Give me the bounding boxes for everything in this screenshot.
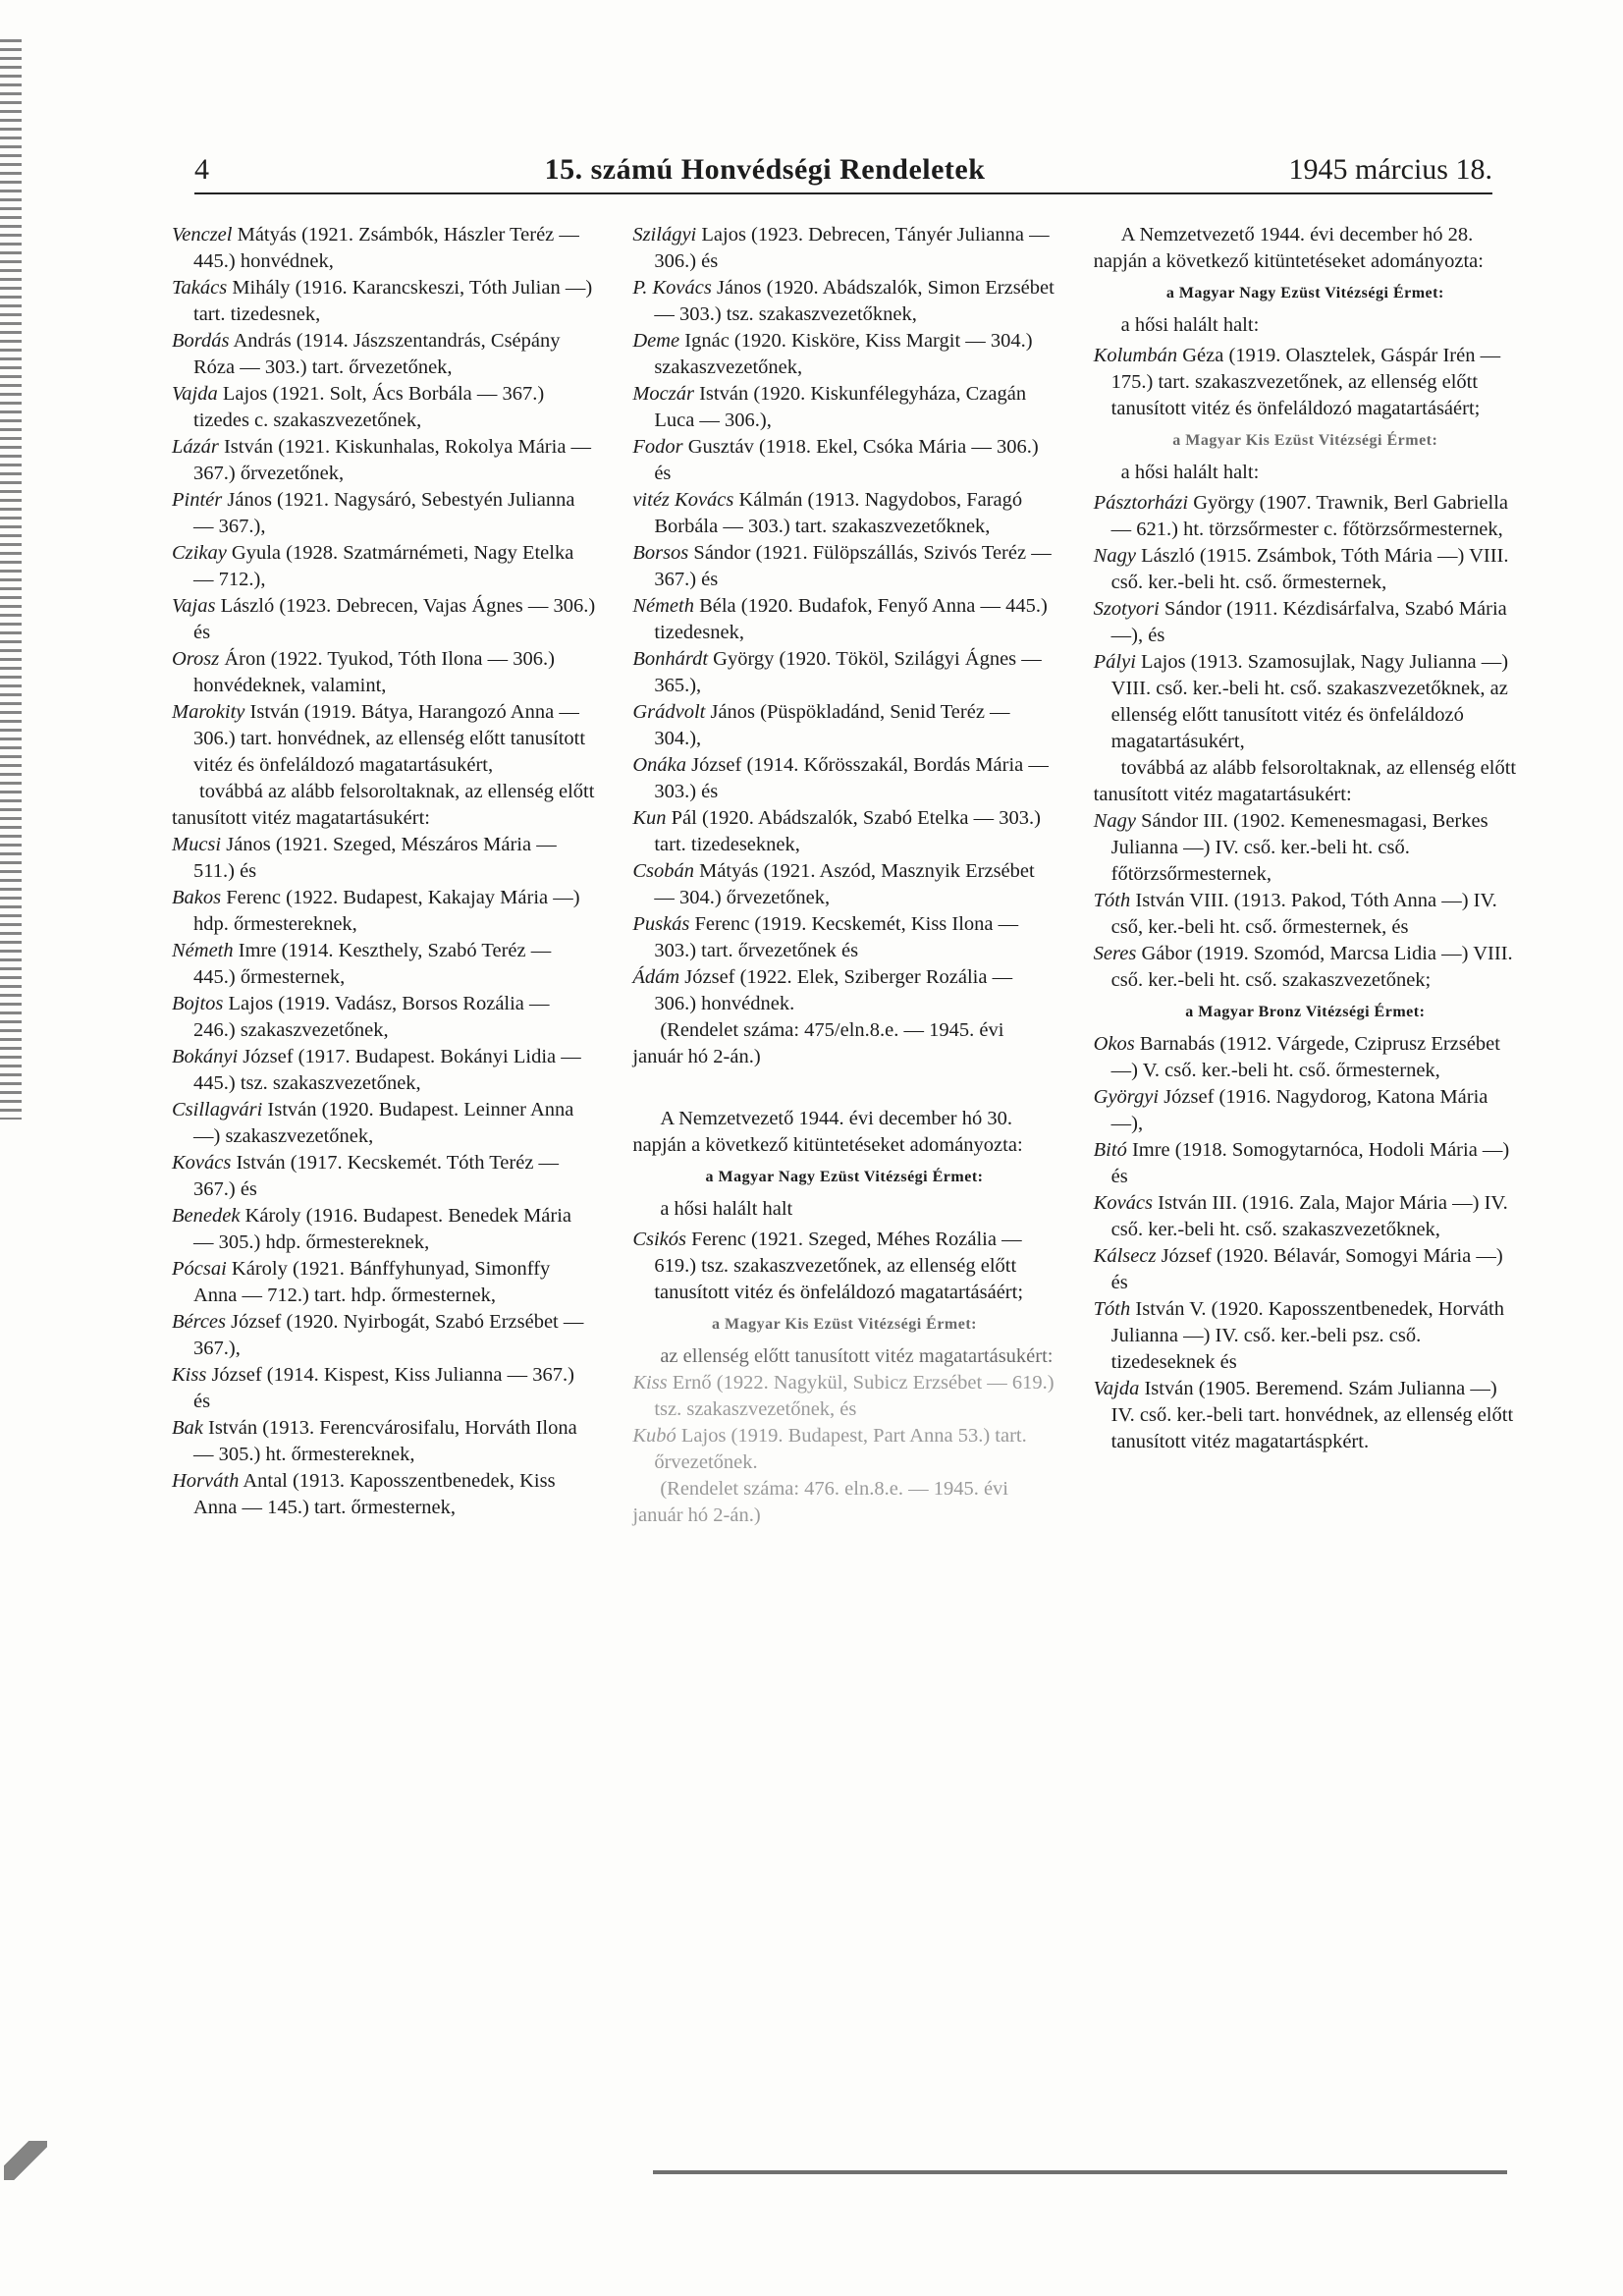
entry-text: János (Püspökladánd, Senid Teréz — 304.), — [654, 701, 1010, 749]
entry-name: Ádám — [632, 966, 680, 988]
entry-text: Sándor III. (1902. Kemenesmagasi, Berkes Julianna —) IV. cső. ker.-beli ht. cső. főtörzsőrmesternek, — [1110, 810, 1488, 885]
entry-text: Ferenc (1919. Kecskemét, Kiss Ilona — 303.) tart. őrvezetőnek és — [654, 913, 1019, 961]
entry — [172, 1362, 595, 1415]
entry-text: János (1921. Szeged, Mészáros Mária — 511.) és — [193, 834, 557, 882]
entry-text: József (1920. Nyirbogát, Szabó Erzsébet — 367.), — [193, 1311, 584, 1359]
entry — [172, 328, 595, 381]
entry — [172, 1044, 595, 1097]
entry — [632, 1227, 1055, 1306]
entry — [172, 699, 595, 779]
entry — [632, 487, 1055, 540]
rendelet-note-1: (Rendelet száma: 475/eln.8.e. — 1945. évi január hó 2-án.) — [632, 1019, 1004, 1067]
entry — [1094, 490, 1517, 543]
entry-text: Áron (1922. Tyukod, Tóth Ilona — 306.) honvédeknek, valamint, — [193, 648, 555, 696]
entry-name: Mucsi — [172, 834, 222, 855]
entry-name: Marokity — [172, 701, 245, 723]
entries-block-d — [1094, 1031, 1517, 1455]
page-date: 1945 március 18. — [1288, 153, 1492, 186]
entry — [632, 1370, 1055, 1423]
entry-name: Horváth — [172, 1470, 240, 1492]
entry-name: Kovács — [172, 1152, 232, 1174]
entry-text: Gusztáv (1918. Ekel, Csóka Mária — 306.) és — [654, 436, 1039, 484]
entry-text: Károly (1921. Bánffyhunyad, Simonffy Anna — 712.) tart. hdp. őrmesternek, — [193, 1258, 551, 1306]
entry-text: József (1916. Nagydorog, Katona Mária —), — [1110, 1086, 1488, 1134]
entry-text: Ferenc (1921. Szeged, Méhes Rozália — 619.) tsz. szakaszvezetőnek, az ellenség előtt tanusított vitéz és önfeláldozó magatartásáért; — [654, 1229, 1024, 1303]
entry-name: Csillagvári — [172, 1099, 263, 1121]
entry-text: István VIII. (1913. Pakod, Tóth Anna —) IV. cső, ker.-beli ht. cső. őrmesternek, és — [1110, 890, 1497, 938]
entry — [1094, 343, 1517, 422]
entry-name: Györgyi — [1093, 1086, 1160, 1108]
entry-text: István (1905. Beremend. Szám Julianna —) IV. cső. ker.-beli tart. honvédnek, az ellenség előtt tanusított vitéz magatartáspkért. — [1110, 1378, 1514, 1452]
text-columns — [172, 222, 1517, 2137]
entry-text: György (1907. Trawnik, Berl Gabriella — 621.) ht. törzsőrmester c. főtörzsőrmesternek, — [1110, 492, 1509, 540]
entry-name: Onáka — [632, 754, 686, 776]
entry — [172, 1468, 595, 1521]
hosi-halalt-label: a hősi halált halt: — [1120, 462, 1260, 483]
entry-text: Lajos (1921. Solt, Ács Borbála — 367.) tizedes c. szakaszvezetőnek, — [193, 383, 545, 431]
entry — [172, 381, 595, 434]
hosi-halalt-label: a hősi halált halt — [660, 1198, 793, 1220]
entry-text: László (1923. Debrecen, Vajas Ágnes — 306.) és — [193, 595, 596, 643]
entry-text: György (1920. Tököl, Szilágyi Ágnes — 365.), — [654, 648, 1042, 696]
entry — [632, 858, 1055, 911]
entry-text: József (1922. Elek, Sziberger Rozália — 306.) honvédnek. — [654, 966, 1013, 1014]
entry — [1094, 1243, 1517, 1296]
entry-name: Lázár — [172, 436, 219, 458]
entry-name: Csikós — [632, 1229, 687, 1250]
entry-name: Vajda — [1093, 1378, 1140, 1399]
entry-name: Csobán — [632, 860, 694, 882]
entry-name: Pócsai — [172, 1258, 227, 1280]
entry-name: Bokányi — [172, 1046, 239, 1067]
entry-text: Sándor (1921. Fülöpszállás, Szivós Teréz — 367.) és — [654, 542, 1052, 590]
entry-text: Barnabás (1912. Várgede, Cziprusz Erzsébet —) V. cső. ker.-beli ht. cső. őrmesternek, — [1110, 1033, 1500, 1081]
entry — [1094, 1084, 1517, 1137]
hosi-halalt-label: a hősi halált halt: — [1120, 314, 1260, 336]
award-heading-kis-ezust: a Magyar Kis Ezüst Vitézségi Érmet: — [1172, 432, 1438, 449]
entry — [632, 275, 1055, 328]
entry-name: Németh — [172, 940, 234, 961]
entry — [632, 964, 1055, 1017]
entry-name: Szilágyi — [632, 224, 697, 246]
entry-name: Szotyori — [1093, 598, 1160, 620]
rendelet-note-2: (Rendelet száma: 476. eln.8.e. — 1945. évi január hó 2-án.) — [632, 1478, 1008, 1526]
entries-block-b — [1094, 490, 1517, 755]
entry-name: Vajas — [172, 595, 216, 617]
entry-text: László (1915. Zsámbok, Tóth Mária —) VIII. cső. ker.-beli ht. cső. őrmesternek, — [1110, 545, 1509, 593]
award-intro: A Nemzetvezető 1944. évi december hó 30. napján a következő kitüntetéseket adományozta: — [632, 1108, 1023, 1156]
entry — [172, 991, 595, 1044]
entry-text: Sándor (1911. Kézdisárfalva, Szabó Mária —), és — [1110, 598, 1507, 646]
entry-name: Czikay — [172, 542, 227, 564]
entries-block-b — [632, 1227, 1055, 1306]
entry-name: Bojtos — [172, 993, 224, 1014]
entry — [632, 805, 1055, 858]
entry-name: Kiss — [632, 1372, 668, 1394]
entry — [1094, 1137, 1517, 1190]
entry-name: Kun — [632, 807, 667, 829]
entry-name: Moczár — [632, 383, 694, 405]
entries-block-a — [632, 222, 1055, 1017]
entry — [1094, 1031, 1517, 1084]
column-1 — [172, 222, 595, 2137]
entry-name: Bakos — [172, 887, 222, 908]
entry-name: Kolumbán — [1093, 345, 1178, 366]
entries-block-c — [1094, 808, 1517, 994]
entry-text: János (1921. Nagysáró, Sebestyén Julianna — 367.), — [193, 489, 575, 537]
entry-name: Bordás — [172, 330, 230, 352]
entry — [172, 222, 595, 275]
entry-name: Bak — [172, 1417, 203, 1439]
entry-name: Seres — [1093, 943, 1137, 964]
entry-text: Géza (1919. Olasztelek, Gáspár Irén — 175.) tart. szakaszvezetőnek, az ellenség előtt tanusított vitéz és önfeláldozó magatartásáért; — [1110, 345, 1501, 419]
entry-name: vitéz Kovács — [632, 489, 734, 511]
award-intro: A Nemzetvezető 1944. évi december hó 28. napján a következő kitüntetéseket adományozta: — [1093, 224, 1484, 272]
entry-text: Kálmán (1913. Nagydobos, Faragó Borbála — 303.) tart. szakaszvezetőknek, — [654, 489, 1023, 537]
entry — [632, 911, 1055, 964]
entry — [172, 646, 595, 699]
entry — [172, 1256, 595, 1309]
entry-name: Takács — [172, 277, 228, 299]
entry-text: Imre (1914. Keszthely, Szabó Teréz — 445.) őrmesternek, — [193, 940, 552, 988]
entry-text: István (1913. Ferencvárosifalu, Horváth Ilona — 305.) ht. őrmestereknek, — [193, 1417, 577, 1465]
entry-name: Venczel — [172, 224, 233, 246]
entry-name: Kiss — [172, 1364, 207, 1386]
entry — [632, 1423, 1055, 1476]
entry-name: Deme — [632, 330, 680, 352]
entry-text: Mátyás (1921. Aszód, Masznyik Erzsébet — 304.) őrvezetőnek, — [654, 860, 1035, 908]
entry-name: Pásztorházi — [1093, 492, 1189, 514]
entry — [632, 434, 1055, 487]
entry — [1094, 649, 1517, 755]
entry — [632, 593, 1055, 646]
entry — [172, 885, 595, 938]
entry-text: István V. (1920. Kaposszentbenedek, Horváth Julianna —) IV. cső. ker.-beli psz. cső. tizedeseknek és — [1110, 1298, 1504, 1373]
entry — [172, 1309, 595, 1362]
entry-text: Ferenc (1922. Budapest, Kakajay Mária —) hdp. őrmestereknek, — [193, 887, 580, 935]
tovabba-label: továbbá az alább felsoroltaknak, az ellenség előtt tanusított vitéz magatartásukért: — [1093, 757, 1517, 805]
entry-text: András (1914. Jászszentandrás, Csépány Róza — 303.) tart. őrvezetőnek, — [193, 330, 561, 378]
entry-name: Kovács — [1093, 1192, 1154, 1214]
column-3 — [1094, 222, 1517, 2137]
entry — [1094, 808, 1517, 888]
entry-text: István (1920. Kiskunfélegyháza, Czagán Luca — 306.), — [654, 383, 1027, 431]
entry-text: József (1914. Kispest, Kiss Julianna — 367.) és — [193, 1364, 574, 1412]
entry-name: Németh — [632, 595, 694, 617]
entry — [632, 699, 1055, 752]
entry-text: Mihály (1916. Karancskeszi, Tóth Julian —) tart. tizedesnek, — [193, 277, 593, 325]
entry-name: Bitó — [1093, 1139, 1127, 1161]
entry — [632, 222, 1055, 275]
entry-text: Béla (1920. Budafok, Fenyő Anna — 445.) tizedesnek, — [654, 595, 1048, 643]
entry-name: Vajda — [172, 383, 218, 405]
entries-block-a — [1094, 343, 1517, 422]
page-number: 4 — [194, 153, 209, 186]
entry-text: István (1919. Bátya, Harangozó Anna — 306.) tart. honvédnek, az ellenség előtt tanusított vitéz és önfeláldozó magatartásukért, — [193, 701, 586, 776]
entry-name: Kubó — [632, 1425, 676, 1447]
entry-text: Ernő (1922. Nagykül, Subicz Erzsébet — 619.) tsz. szakaszvezetőnek, és — [654, 1372, 1055, 1420]
entry-text: Pál (1920. Abádszalók, Szabó Etelka — 303.) tart. tizedeseknek, — [654, 807, 1041, 855]
entry — [172, 832, 595, 885]
entry-name: Bonhárdt — [632, 648, 709, 670]
entry — [1094, 1190, 1517, 1243]
entry — [1094, 941, 1517, 994]
entry-name: Orosz — [172, 648, 220, 670]
entry — [632, 381, 1055, 434]
entry-name: Borsos — [632, 542, 689, 564]
entry — [632, 646, 1055, 699]
scan-edge-artifact — [0, 39, 22, 1120]
entry — [172, 1415, 595, 1468]
award-heading-bronz: a Magyar Bronz Vitézségi Érmet: — [1185, 1004, 1426, 1020]
section-intro: továbbá az alább felsoroltaknak, az ellenség előtt tanusított vitéz magatartásukért: — [172, 781, 595, 829]
entry — [1094, 596, 1517, 649]
entry-text: Imre (1918. Somogytarnóca, Hodoli Mária —) és — [1110, 1139, 1510, 1187]
entry-name: Tóth — [1093, 1298, 1131, 1320]
entry-text: Lajos (1913. Szamosujlak, Nagy Julianna —) VIII. cső. ker.-beli ht. cső. szakaszvezetőknek, az ellenség előtt tanusított vitéz és önfeláldozó magatartásukért, — [1110, 651, 1509, 752]
entry-text: Antal (1913. Kaposszentbenedek, Kiss Anna — 145.) tart. őrmesternek, — [193, 1470, 556, 1518]
entry-text: Gyula (1928. Szatmárnémeti, Nagy Etelka — 712.), — [193, 542, 574, 590]
entry-name: Grádvolt — [632, 701, 706, 723]
entry — [1094, 1376, 1517, 1455]
footer-rule — [653, 2170, 1507, 2174]
entry-text: Gábor (1919. Szomód, Marcsa Lidia —) VIII. cső. ker.-beli ht. cső. szakaszvezetőnek; — [1110, 943, 1513, 991]
entry-name: Bérces — [172, 1311, 227, 1333]
entry-text: István (1920. Budapest. Leinner Anna —) szakaszvezetőnek, — [193, 1099, 574, 1147]
entry-text: József (1914. Kőrösszakál, Bordás Mária — 303.) és — [654, 754, 1049, 802]
entries-block-c — [632, 1370, 1055, 1476]
entry-name: Okos — [1093, 1033, 1135, 1055]
entry — [632, 540, 1055, 593]
entry-text: József (1920. Bélavár, Somogyi Mária —) és — [1110, 1245, 1503, 1293]
award-heading-nagy-ezust: a Magyar Nagy Ezüst Vitézségi Érmet: — [705, 1169, 984, 1185]
award-heading-kis-ezust: a Magyar Kis Ezüst Vitézségi Érmet: — [711, 1316, 978, 1333]
entry-name: Benedek — [172, 1205, 241, 1227]
page-header — [194, 147, 1492, 194]
entry — [632, 752, 1055, 805]
page-title: 15. számú Honvédségi Rendeletek — [544, 153, 986, 186]
entry — [1094, 1296, 1517, 1376]
entry-name: Tóth — [1093, 890, 1131, 911]
entry — [172, 593, 595, 646]
entry-name: Fodor — [632, 436, 683, 458]
entry-text: István (1917. Kecskemét. Tóth Teréz — 367.) és — [193, 1152, 560, 1200]
entry — [172, 1097, 595, 1150]
entry-text: Lajos (1919. Vadász, Borsos Rozália — 246.) szakaszvezetőnek, — [193, 993, 550, 1041]
entry-name: Nagy — [1093, 545, 1136, 567]
entry — [172, 540, 595, 593]
entry-text: Lajos (1919. Budapest, Part Anna 53.) tart. őrvezetőnek. — [654, 1425, 1027, 1473]
column-2 — [632, 222, 1055, 2137]
entry-name: Nagy — [1093, 810, 1136, 832]
entry-name: P. Kovács — [632, 277, 712, 299]
entry-text: István III. (1916. Zala, Major Mária —) IV. cső. ker.-beli ht. cső. szakaszvezetőknek, — [1110, 1192, 1508, 1240]
entry-text: Károly (1916. Budapest. Benedek Mária — 305.) hdp. őrmestereknek, — [193, 1205, 572, 1253]
entry — [172, 1150, 595, 1203]
entry — [172, 434, 595, 487]
entry-text: József (1917. Budapest. Bokányi Lidia — 445.) tsz. szakaszvezetőnek, — [193, 1046, 581, 1094]
entry-text: István (1921. Kiskunhalas, Rokolya Mária — 367.) őrvezetőnek, — [193, 436, 592, 484]
entry — [172, 938, 595, 991]
entry — [172, 487, 595, 540]
entry-text: Mátyás (1921. Zsámbók, Hászler Teréz — 445.) honvédnek, — [193, 224, 579, 272]
entry-name: Kálsecz — [1093, 1245, 1157, 1267]
award-heading-nagy-ezust: a Magyar Nagy Ezüst Vitézségi Érmet: — [1165, 285, 1444, 301]
entry-text: Lajos (1923. Debrecen, Tányér Julianna — 306.) és — [654, 224, 1050, 272]
entry-name: Pintér — [172, 489, 223, 511]
entry — [1094, 888, 1517, 941]
entry-text: Ignác (1920. Kisköre, Kiss Margit — 304.) szakaszvezetőnek, — [654, 330, 1033, 378]
entry — [632, 328, 1055, 381]
entry — [1094, 543, 1517, 596]
entry-name: Puskás — [632, 913, 690, 935]
entry — [172, 1203, 595, 1256]
tanusitott-label: az ellenség előtt tanusított vitéz magatartásukért: — [660, 1345, 1054, 1367]
entry-text: János (1920. Abádszalók, Simon Erzsébet — 303.) tsz. szakaszvezetőknek, — [654, 277, 1055, 325]
scan-corner-artifact — [4, 2141, 47, 2180]
entry — [172, 275, 595, 328]
entry-name: Pályi — [1093, 651, 1136, 673]
